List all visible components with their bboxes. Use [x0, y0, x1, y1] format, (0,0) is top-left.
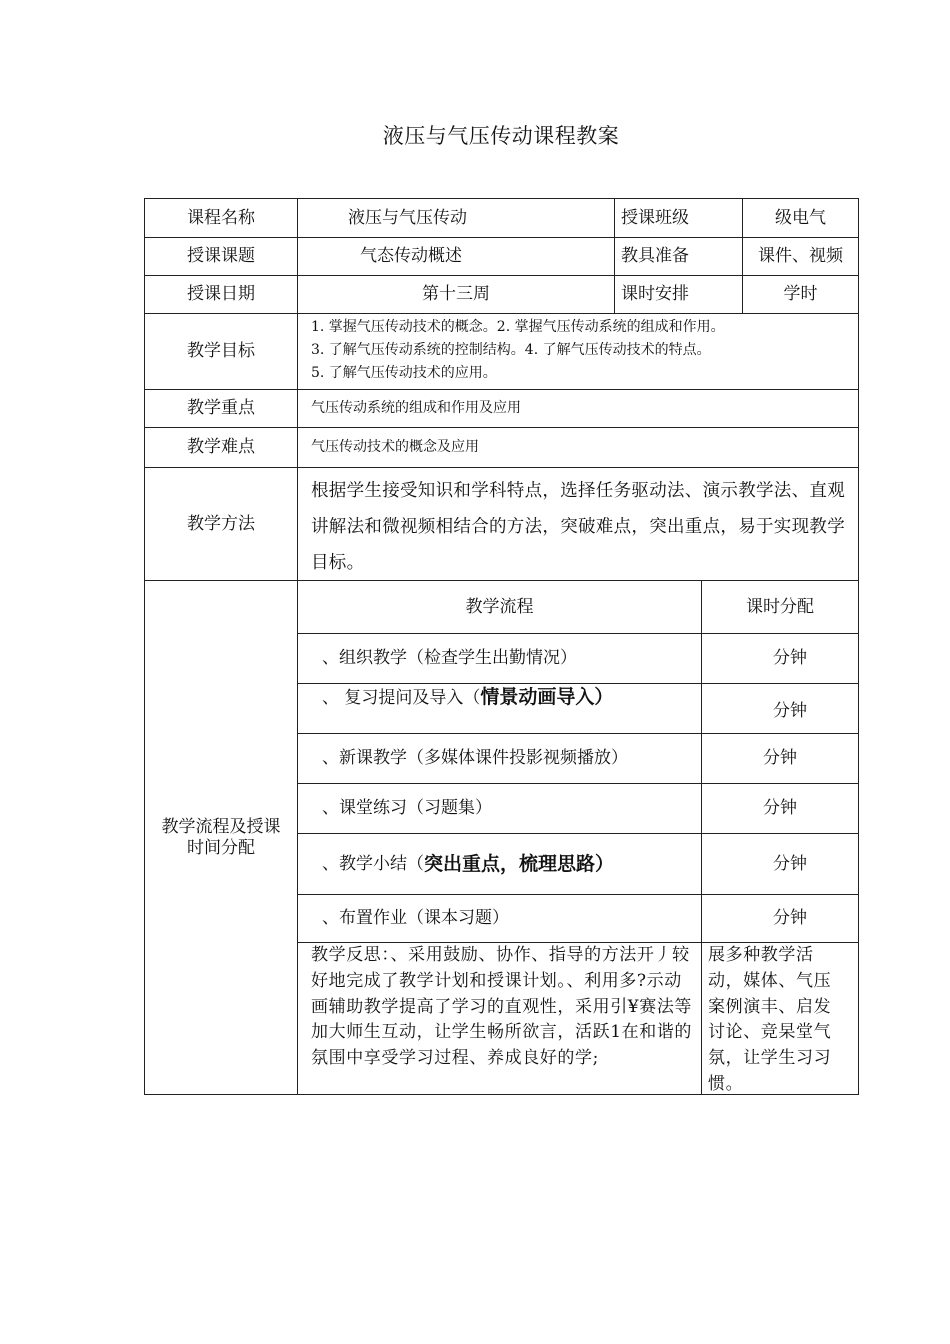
course-name-value: 液压与气压传动: [348, 207, 467, 228]
objectives-list: [298, 314, 858, 389]
flow-step-text: [298, 684, 701, 733]
flow-step-time: 分钟: [773, 908, 807, 929]
flow-step-time: 分钟: [773, 853, 807, 874]
flow-step-text: [298, 834, 701, 894]
flow-step-emphasis: 情景动画导入）: [480, 686, 614, 708]
key-points-label: 教学重点: [187, 398, 255, 419]
course-name-label: 课程名称: [187, 207, 255, 228]
materials-label: 教具准备: [621, 246, 689, 267]
difficulties-label: 教学难点: [187, 437, 255, 458]
date-value: 第十三周: [422, 284, 490, 305]
flow-label-line: 教学流程及授课: [161, 817, 281, 838]
flow-label: [145, 581, 297, 1094]
objective-line: 3. 了解气压传动系统的控制结构。4. 了解气压传动技术的特点。: [311, 342, 711, 359]
flow-step-plain: 、 复习提问及导入（: [322, 688, 481, 708]
flow-step-text: 、新课教学（多媒体课件投影视频播放）: [322, 748, 628, 769]
reflection-right: 展多种教学活动，媒体、气压案例演丰、启发讨论、竞杲堂气氛，让学生习习惯。: [708, 945, 832, 1095]
materials-value: 课件、视频: [758, 246, 843, 267]
flow-step-text: 、布置作业（课本习题）: [322, 908, 509, 929]
method-value: 根据学生接受知识和学科特点，选择任务驱动法、演示教学法、直观讲解法和微视频相结合的方法，突破难点，突出重点，易于实现教学目标。: [311, 481, 845, 573]
document-title: 液压与气压传动课程教案: [382, 124, 620, 148]
flow-step-time: 分钟: [773, 701, 807, 722]
flow-header: 教学流程: [465, 596, 534, 617]
topic-label: 授课课题: [187, 246, 255, 267]
class-label: 授课班级: [621, 207, 689, 228]
objective-line: 5. 了解气压传动技术的应用。: [311, 365, 497, 382]
method-label: 教学方法: [187, 513, 255, 534]
flow-step-time: 分钟: [763, 748, 797, 769]
key-points-value: 气压传动系统的组成和作用及应用: [311, 399, 521, 416]
date-label: 授课日期: [187, 284, 255, 305]
flow-step-time: 分钟: [773, 648, 807, 669]
flow-step-time: 分钟: [763, 798, 797, 819]
flow-step-emphasis: 突出重点，梳理思路）: [424, 852, 615, 875]
reflection-left: 教学反思：、采用鼓励、协作、指导的方法开丿较好地完成了教学计划和授课计划。、利用多?示动画辅助教学提高了学习的直观性，采用引¥赛法等加大师生互动，让学生畅所欲言，活跃1在和谐的氛围中享受学习过程、养成良好的学;: [311, 945, 693, 1069]
topic-value: 气态传动概述: [360, 246, 462, 267]
flow-step-text: 、组织教学（检查学生出勤情况）: [322, 648, 577, 669]
hours-value: 学时: [783, 284, 818, 305]
objective-line: 1. 掌握气压传动技术的概念。2. 掌握气压传动系统的组成和作用。: [311, 319, 725, 335]
class-value: 级电气: [775, 207, 826, 228]
objectives-label: 教学目标: [187, 341, 255, 362]
time-header: 课时分配: [746, 596, 814, 617]
flow-step-text: 、课堂练习（习题集）: [322, 798, 492, 819]
flow-label-line: 时间分配: [187, 837, 255, 858]
flow-step-plain: 、教学小结（: [322, 853, 424, 874]
hours-label: 课时安排: [621, 284, 689, 305]
difficulties-value: 气压传动技术的概念及应用: [311, 438, 479, 455]
